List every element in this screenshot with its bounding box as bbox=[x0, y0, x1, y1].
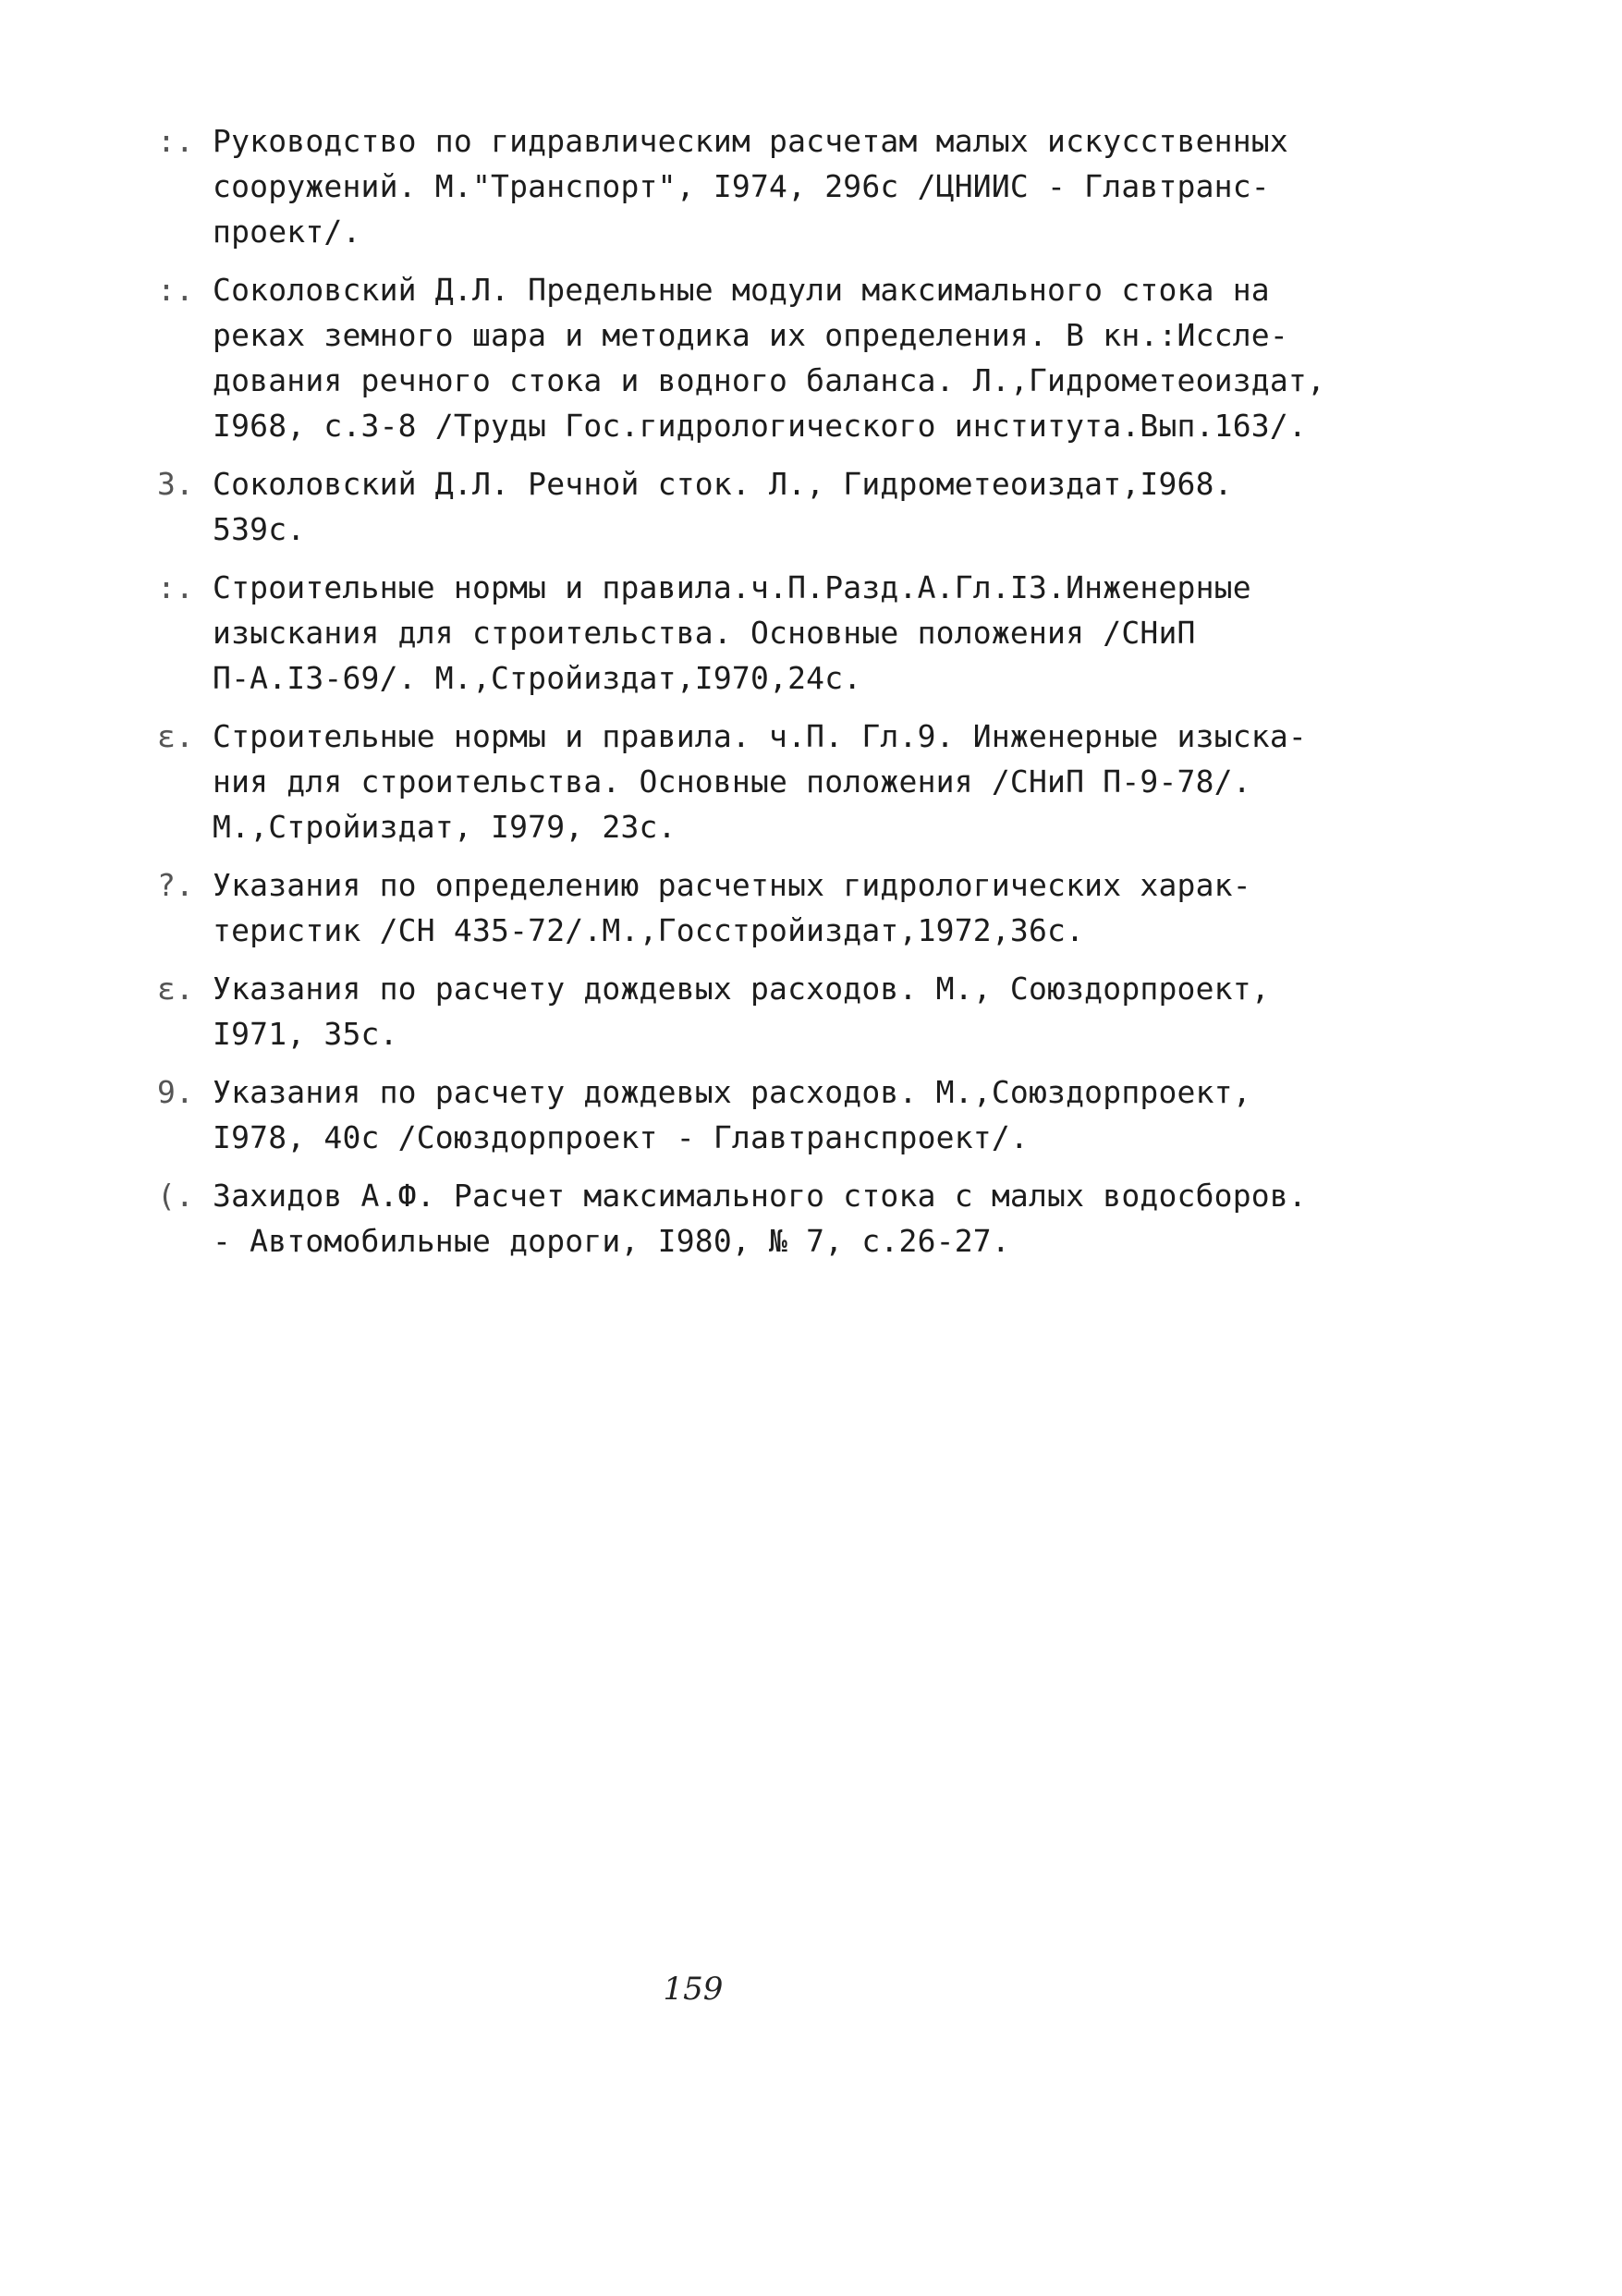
reference-line: сооружений. М."Транспорт", I974, 296с /ЦНИИС - Главтранс- bbox=[213, 168, 1270, 204]
reference-line: Строительные нормы и правила.ч.П.Разд.А.Гл.I3.Инженерные bbox=[213, 569, 1251, 605]
reference-number: ε. bbox=[157, 971, 194, 1007]
reference-number: ε. bbox=[157, 718, 194, 754]
reference-text bbox=[213, 118, 1386, 254]
reference-number: (. bbox=[157, 1178, 194, 1214]
reference-line: I978, 40с /Союздорпроект - Главтранспроект/. bbox=[213, 1119, 1029, 1155]
reference-line: проект/. bbox=[213, 214, 361, 250]
reference-number: ?. bbox=[157, 867, 194, 903]
reference-item bbox=[157, 714, 1386, 849]
reference-line: ния для строительства. Основные положения /СНиП П-9-78/. bbox=[213, 763, 1251, 800]
reference-line: изыскания для строительства. Основные положения /СНиП bbox=[213, 615, 1196, 651]
reference-line: М.,Стройиздат, I979, 23с. bbox=[213, 809, 677, 845]
reference-item bbox=[157, 565, 1386, 701]
reference-text bbox=[213, 267, 1386, 448]
reference-item bbox=[157, 1069, 1386, 1160]
reference-item bbox=[157, 1173, 1386, 1264]
reference-line: реках земного шара и методика их определения. В кн.:Иссле- bbox=[213, 317, 1288, 353]
reference-text bbox=[213, 1069, 1386, 1160]
reference-number: :. bbox=[157, 272, 194, 308]
reference-text bbox=[213, 862, 1386, 953]
page-number: 159 bbox=[663, 1971, 724, 2008]
reference-text bbox=[213, 966, 1386, 1056]
reference-number: :. bbox=[157, 569, 194, 605]
reference-number: 9. bbox=[157, 1074, 194, 1110]
reference-line: Указания по определению расчетных гидрологических харак- bbox=[213, 867, 1251, 903]
reference-text bbox=[213, 565, 1386, 701]
reference-line: I968, с.3-8 /Труды Гос.гидрологического института.Вып.163/. bbox=[213, 408, 1307, 444]
reference-item bbox=[157, 461, 1386, 552]
reference-line: Захидов А.Ф. Расчет максимального стока с малых водосборов. bbox=[213, 1178, 1307, 1214]
reference-line: Указания по расчету дождевых расходов. М., Союздорпроект, bbox=[213, 971, 1270, 1007]
reference-line: Соколовский Д.Л. Предельные модули максимального стока на bbox=[213, 272, 1270, 308]
reference-item bbox=[157, 862, 1386, 953]
reference-item bbox=[157, 267, 1386, 448]
reference-text bbox=[213, 461, 1386, 552]
reference-number: :. bbox=[157, 123, 194, 159]
reference-line: I971, 35с. bbox=[213, 1016, 398, 1052]
reference-list bbox=[157, 118, 1386, 1276]
reference-line: дования речного стока и водного баланса. Л.,Гидрометеоиздат, bbox=[213, 362, 1326, 398]
reference-text bbox=[213, 714, 1386, 849]
reference-line: Соколовский Д.Л. Речной сток. Л., Гидрометеоиздат,I968. bbox=[213, 466, 1233, 502]
reference-line: П-А.I3-69/. М.,Стройиздат,I970,24с. bbox=[213, 660, 862, 696]
reference-line: Указания по расчету дождевых расходов. М.,Союздорпроект, bbox=[213, 1074, 1251, 1110]
reference-number: 3. bbox=[157, 466, 194, 502]
reference-line: - Автомобильные дороги, I980, № 7, с.26-27. bbox=[213, 1223, 1010, 1259]
reference-line: теристик /СН 435-72/.М.,Госстройиздат,1972,36с. bbox=[213, 912, 1085, 948]
reference-line: Руководство по гидравлическим расчетам малых искусственных bbox=[213, 123, 1288, 159]
reference-item bbox=[157, 966, 1386, 1056]
reference-text bbox=[213, 1173, 1386, 1264]
reference-item bbox=[157, 118, 1386, 254]
reference-line: 539с. bbox=[213, 511, 306, 547]
reference-line: Строительные нормы и правила. ч.П. Гл.9. Инженерные изыска- bbox=[213, 718, 1307, 754]
